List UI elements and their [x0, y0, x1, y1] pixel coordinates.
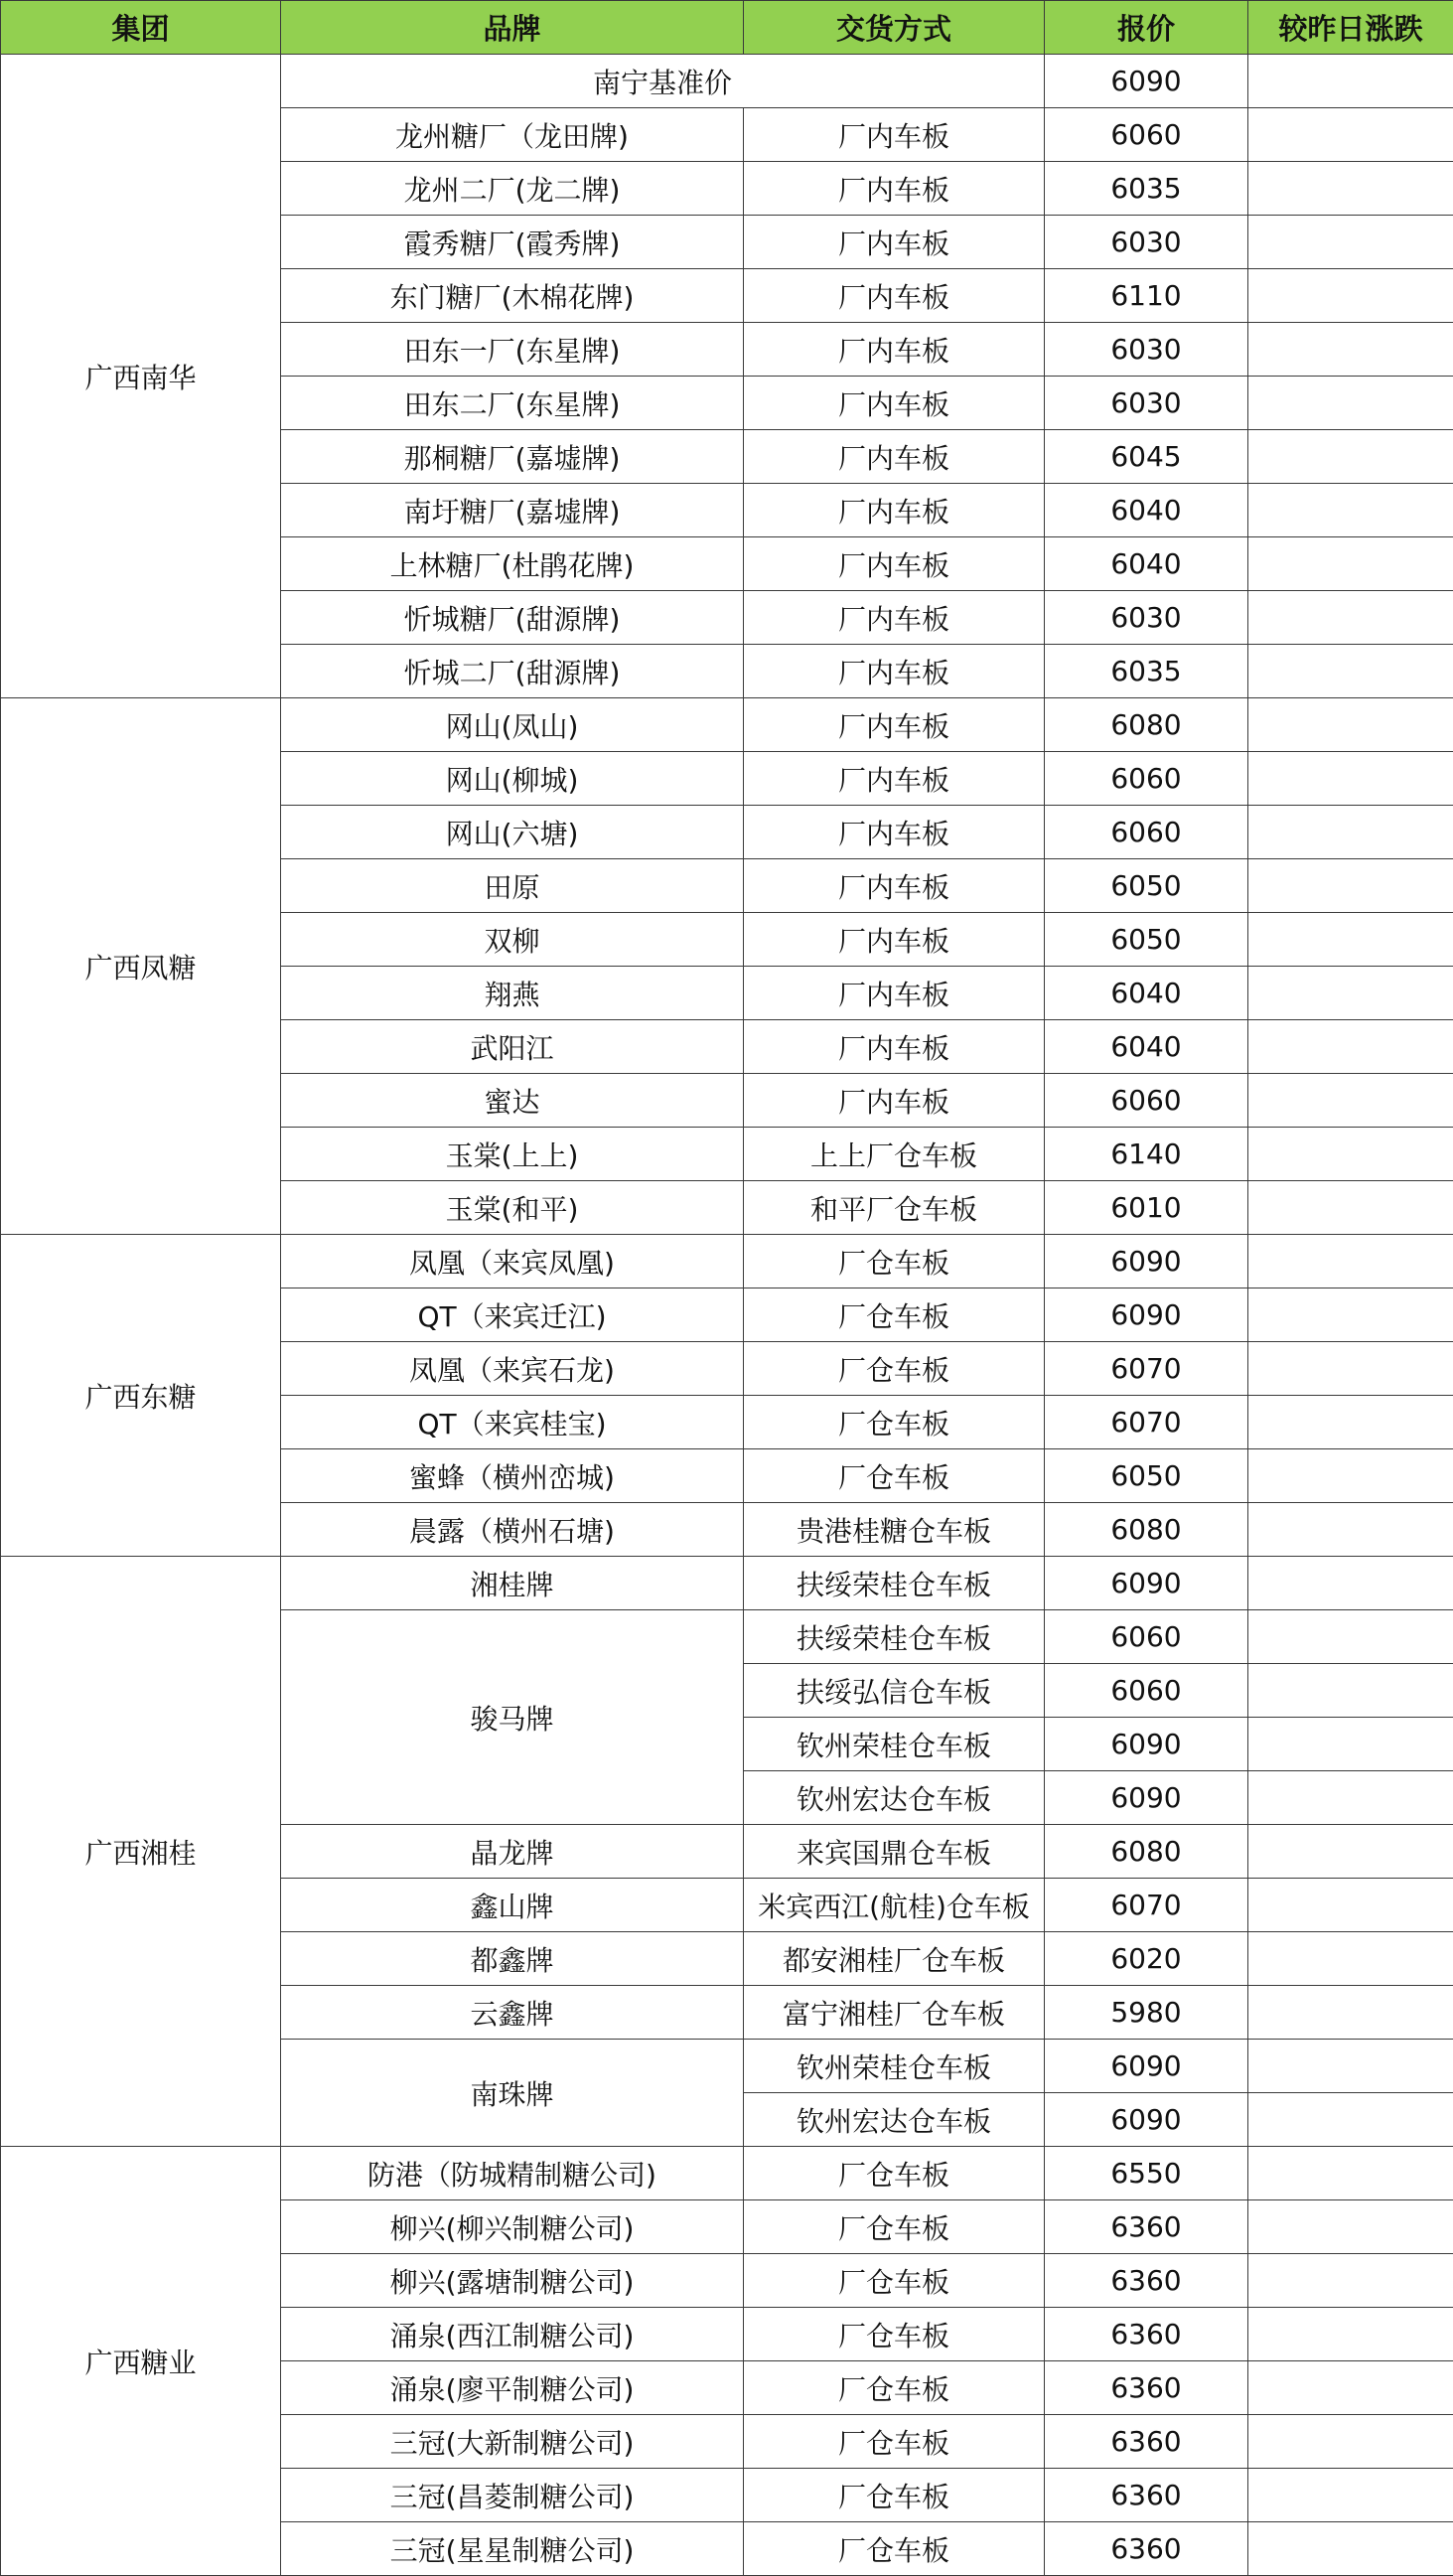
delivery-cell: 厂内车板: [744, 108, 1045, 162]
price-cell: 6070: [1045, 1396, 1248, 1449]
price-cell: 6035: [1045, 645, 1248, 698]
price-cell: 6030: [1045, 323, 1248, 377]
price-cell: 6070: [1045, 1342, 1248, 1396]
brand-cell: 网山(柳城): [281, 752, 744, 806]
price-cell: 6060: [1045, 752, 1248, 806]
delivery-cell: 厂仓车板: [744, 2147, 1045, 2200]
table-row: [1, 698, 1453, 752]
delivery-cell: 厂内车板: [744, 913, 1045, 967]
change-cell: [1248, 162, 1453, 216]
delivery-cell: 贵港桂糖仓车板: [744, 1503, 1045, 1557]
brand-cell: 鑫山牌: [281, 1879, 744, 1932]
brand-cell: 田原: [281, 859, 744, 913]
delivery-cell: 都安湘桂厂仓车板: [744, 1932, 1045, 1986]
price-cell: 6360: [1045, 2415, 1248, 2469]
delivery-cell: 和平厂仓车板: [744, 1181, 1045, 1235]
delivery-cell: 富宁湘桂厂仓车板: [744, 1986, 1045, 2040]
delivery-cell: 厂内车板: [744, 1020, 1045, 1074]
brand-cell: 玉棠(和平): [281, 1181, 744, 1235]
brand-cell: 双柳: [281, 913, 744, 967]
change-cell: [1248, 859, 1453, 913]
delivery-cell: 厂仓车板: [744, 2522, 1045, 2576]
delivery-cell: 厂仓车板: [744, 2415, 1045, 2469]
delivery-cell: 厂内车板: [744, 1074, 1045, 1128]
delivery-cell: 钦州荣桂仓车板: [744, 1718, 1045, 1771]
change-cell: [1248, 2147, 1453, 2200]
header-change: 较昨日涨跌: [1248, 1, 1453, 55]
delivery-cell: 厂内车板: [744, 591, 1045, 645]
brand-cell: 那桐糖厂(嘉墟牌): [281, 430, 744, 484]
price-cell: 6550: [1045, 2147, 1248, 2200]
change-cell: [1248, 430, 1453, 484]
delivery-cell: 厂内车板: [744, 430, 1045, 484]
price-cell: 6040: [1045, 1020, 1248, 1074]
change-cell: [1248, 1342, 1453, 1396]
brand-cell: 武阳江: [281, 1020, 744, 1074]
group-name-cell: 广西凤糖: [1, 698, 281, 1235]
change-cell: [1248, 1557, 1453, 1610]
group-name-cell: 广西南华: [1, 55, 281, 698]
brand-cell: 防港（防城精制糖公司): [281, 2147, 744, 2200]
price-cell: 6090: [1045, 1235, 1248, 1288]
price-cell: 6080: [1045, 698, 1248, 752]
delivery-cell: 厂内车板: [744, 162, 1045, 216]
change-cell: [1248, 2415, 1453, 2469]
brand-cell: 云鑫牌: [281, 1986, 744, 2040]
brand-cell: 忻城二厂(甜源牌): [281, 645, 744, 698]
price-cell: 6040: [1045, 537, 1248, 591]
brand-cell: 网山(凤山): [281, 698, 744, 752]
delivery-cell: 厂内车板: [744, 698, 1045, 752]
delivery-cell: 厂内车板: [744, 323, 1045, 377]
change-cell: [1248, 1020, 1453, 1074]
change-cell: [1248, 216, 1453, 269]
price-cell: 6360: [1045, 2200, 1248, 2254]
brand-cell: 湘桂牌: [281, 1557, 744, 1610]
brand-cell: 忻城糖厂(甜源牌): [281, 591, 744, 645]
delivery-cell: 米宾西江(航桂)仓车板: [744, 1879, 1045, 1932]
price-cell: 6090: [1045, 2093, 1248, 2147]
change-cell: [1248, 1879, 1453, 1932]
delivery-cell: 厂内车板: [744, 269, 1045, 323]
delivery-cell: 扶绥弘信仓车板: [744, 1664, 1045, 1718]
table-row: [1, 55, 1453, 108]
brand-cell: 龙州二厂(龙二牌): [281, 162, 744, 216]
delivery-cell: 厂仓车板: [744, 1396, 1045, 1449]
brand-cell: 网山(六塘): [281, 806, 744, 859]
brand-cell: 龙州糖厂（龙田牌): [281, 108, 744, 162]
change-cell: [1248, 1449, 1453, 1503]
brand-cell: 上林糖厂(杜鹃花牌): [281, 537, 744, 591]
delivery-cell: 厂内车板: [744, 377, 1045, 430]
brand-cell: 田东一厂(东星牌): [281, 323, 744, 377]
change-cell: [1248, 2093, 1453, 2147]
brand-cell: 三冠(大新制糖公司): [281, 2415, 744, 2469]
price-cell: 6090: [1045, 1718, 1248, 1771]
delivery-cell: 钦州荣桂仓车板: [744, 2040, 1045, 2093]
price-cell: 6035: [1045, 162, 1248, 216]
brand-cell: 凤凰（来宾凤凰): [281, 1235, 744, 1288]
brand-cell: 霞秀糖厂(霞秀牌): [281, 216, 744, 269]
delivery-cell: 厂内车板: [744, 967, 1045, 1020]
brand-cell: 晨露（横州石塘): [281, 1503, 744, 1557]
change-cell: [1248, 2254, 1453, 2308]
price-cell: 6060: [1045, 108, 1248, 162]
price-cell: 6360: [1045, 2361, 1248, 2415]
delivery-cell: 厂仓车板: [744, 2469, 1045, 2522]
delivery-cell: 厂仓车板: [744, 2254, 1045, 2308]
delivery-cell: 厂内车板: [744, 806, 1045, 859]
change-cell: [1248, 913, 1453, 967]
header-group: 集团: [1, 1, 281, 55]
change-cell: [1248, 806, 1453, 859]
group-name-cell: 广西湘桂: [1, 1557, 281, 2147]
brand-cell: 柳兴(露塘制糖公司): [281, 2254, 744, 2308]
change-cell: [1248, 108, 1453, 162]
brand-cell: 翔燕: [281, 967, 744, 1020]
brand-cell: 骏马牌: [281, 1610, 744, 1825]
delivery-cell: 扶绥荣桂仓车板: [744, 1610, 1045, 1664]
brand-cell: 柳兴(柳兴制糖公司): [281, 2200, 744, 2254]
price-cell: 6070: [1045, 1879, 1248, 1932]
delivery-cell: 来宾国鼎仓车板: [744, 1825, 1045, 1879]
change-cell: [1248, 2522, 1453, 2576]
change-cell: [1248, 1128, 1453, 1181]
change-cell: [1248, 537, 1453, 591]
group-name-cell: 广西糖业: [1, 2147, 281, 2576]
delivery-cell: 厂内车板: [744, 645, 1045, 698]
price-cell: 6010: [1045, 1181, 1248, 1235]
price-cell: 6080: [1045, 1503, 1248, 1557]
brand-cell: 玉棠(上上): [281, 1128, 744, 1181]
brand-cell: 涌泉(西江制糖公司): [281, 2308, 744, 2361]
price-cell: 6060: [1045, 1664, 1248, 1718]
brand-cell: 凤凰（来宾石龙): [281, 1342, 744, 1396]
brand-cell: 东门糖厂(木棉花牌): [281, 269, 744, 323]
price-cell: 6030: [1045, 216, 1248, 269]
change-cell: [1248, 377, 1453, 430]
delivery-cell: 厂内车板: [744, 537, 1045, 591]
price-cell: 6110: [1045, 269, 1248, 323]
brand-cell: QT（来宾迁江): [281, 1288, 744, 1342]
price-cell: 6360: [1045, 2522, 1248, 2576]
change-cell: [1248, 591, 1453, 645]
brand-cell: QT（来宾桂宝): [281, 1396, 744, 1449]
change-cell: [1248, 2308, 1453, 2361]
price-cell: 6060: [1045, 806, 1248, 859]
change-cell: [1248, 2469, 1453, 2522]
delivery-cell: 扶绥荣桂仓车板: [744, 1557, 1045, 1610]
table-body: [1, 55, 1453, 2576]
brand-cell: 蜜蜂（横州峦城): [281, 1449, 744, 1503]
change-cell: [1248, 1825, 1453, 1879]
brand-cell: 蜜达: [281, 1074, 744, 1128]
change-cell: [1248, 1986, 1453, 2040]
delivery-cell: 钦州宏达仓车板: [744, 1771, 1045, 1825]
header-price: 报价: [1045, 1, 1248, 55]
brand-cell: 南珠牌: [281, 2040, 744, 2147]
delivery-cell: 厂内车板: [744, 859, 1045, 913]
price-cell: 5980: [1045, 1986, 1248, 2040]
change-cell: [1248, 55, 1453, 108]
delivery-cell: 钦州宏达仓车板: [744, 2093, 1045, 2147]
brand-cell: 三冠(昌菱制糖公司): [281, 2469, 744, 2522]
brand-cell: 涌泉(廖平制糖公司): [281, 2361, 744, 2415]
delivery-cell: 厂内车板: [744, 752, 1045, 806]
change-cell: [1248, 1181, 1453, 1235]
delivery-cell: 厂仓车板: [744, 2308, 1045, 2361]
price-cell: 6040: [1045, 967, 1248, 1020]
delivery-cell: 厂仓车板: [744, 2200, 1045, 2254]
change-cell: [1248, 1771, 1453, 1825]
price-cell: 6060: [1045, 1074, 1248, 1128]
benchmark-label-cell: 南宁基准价: [281, 55, 1045, 108]
change-cell: [1248, 2200, 1453, 2254]
header-row: [1, 1, 1453, 55]
price-cell: 6090: [1045, 1288, 1248, 1342]
delivery-cell: 厂仓车板: [744, 1342, 1045, 1396]
change-cell: [1248, 323, 1453, 377]
change-cell: [1248, 484, 1453, 537]
delivery-cell: 厂内车板: [744, 216, 1045, 269]
change-cell: [1248, 698, 1453, 752]
price-cell: 6020: [1045, 1932, 1248, 1986]
change-cell: [1248, 1932, 1453, 1986]
delivery-cell: 厂仓车板: [744, 1449, 1045, 1503]
change-cell: [1248, 2361, 1453, 2415]
change-cell: [1248, 1664, 1453, 1718]
price-cell: 6090: [1045, 1557, 1248, 1610]
brand-cell: 南圩糖厂(嘉墟牌): [281, 484, 744, 537]
price-cell: 6360: [1045, 2469, 1248, 2522]
price-cell: 6040: [1045, 484, 1248, 537]
change-cell: [1248, 752, 1453, 806]
price-cell: 6360: [1045, 2308, 1248, 2361]
brand-cell: 田东二厂(东星牌): [281, 377, 744, 430]
price-cell: 6050: [1045, 1449, 1248, 1503]
header-brand: 品牌: [281, 1, 744, 55]
brand-cell: 晶龙牌: [281, 1825, 744, 1879]
header-delivery: 交货方式: [744, 1, 1045, 55]
change-cell: [1248, 1074, 1453, 1128]
change-cell: [1248, 269, 1453, 323]
change-cell: [1248, 1503, 1453, 1557]
change-cell: [1248, 2040, 1453, 2093]
price-cell: 6045: [1045, 430, 1248, 484]
delivery-cell: 上上厂仓车板: [744, 1128, 1045, 1181]
brand-cell: 都鑫牌: [281, 1932, 744, 1986]
price-cell: 6050: [1045, 913, 1248, 967]
brand-cell: 三冠(星星制糖公司): [281, 2522, 744, 2576]
price-cell: 6030: [1045, 591, 1248, 645]
change-cell: [1248, 1610, 1453, 1664]
change-cell: [1248, 967, 1453, 1020]
table-row: [1, 2147, 1453, 2200]
price-cell: 6080: [1045, 1825, 1248, 1879]
delivery-cell: 厂内车板: [744, 484, 1045, 537]
change-cell: [1248, 1235, 1453, 1288]
change-cell: [1248, 1396, 1453, 1449]
price-cell: 6030: [1045, 377, 1248, 430]
price-cell: 6090: [1045, 2040, 1248, 2093]
price-cell: 6090: [1045, 55, 1248, 108]
price-cell: 6090: [1045, 1771, 1248, 1825]
price-cell: 6140: [1045, 1128, 1248, 1181]
group-name-cell: 广西东糖: [1, 1235, 281, 1557]
delivery-cell: 厂仓车板: [744, 2361, 1045, 2415]
change-cell: [1248, 1288, 1453, 1342]
price-cell: 6060: [1045, 1610, 1248, 1664]
price-cell: 6360: [1045, 2254, 1248, 2308]
delivery-cell: 厂仓车板: [744, 1288, 1045, 1342]
change-cell: [1248, 645, 1453, 698]
table-row: [1, 1557, 1453, 1610]
price-cell: 6050: [1045, 859, 1248, 913]
change-cell: [1248, 1718, 1453, 1771]
delivery-cell: 厂仓车板: [744, 1235, 1045, 1288]
table-row: [1, 1235, 1453, 1288]
